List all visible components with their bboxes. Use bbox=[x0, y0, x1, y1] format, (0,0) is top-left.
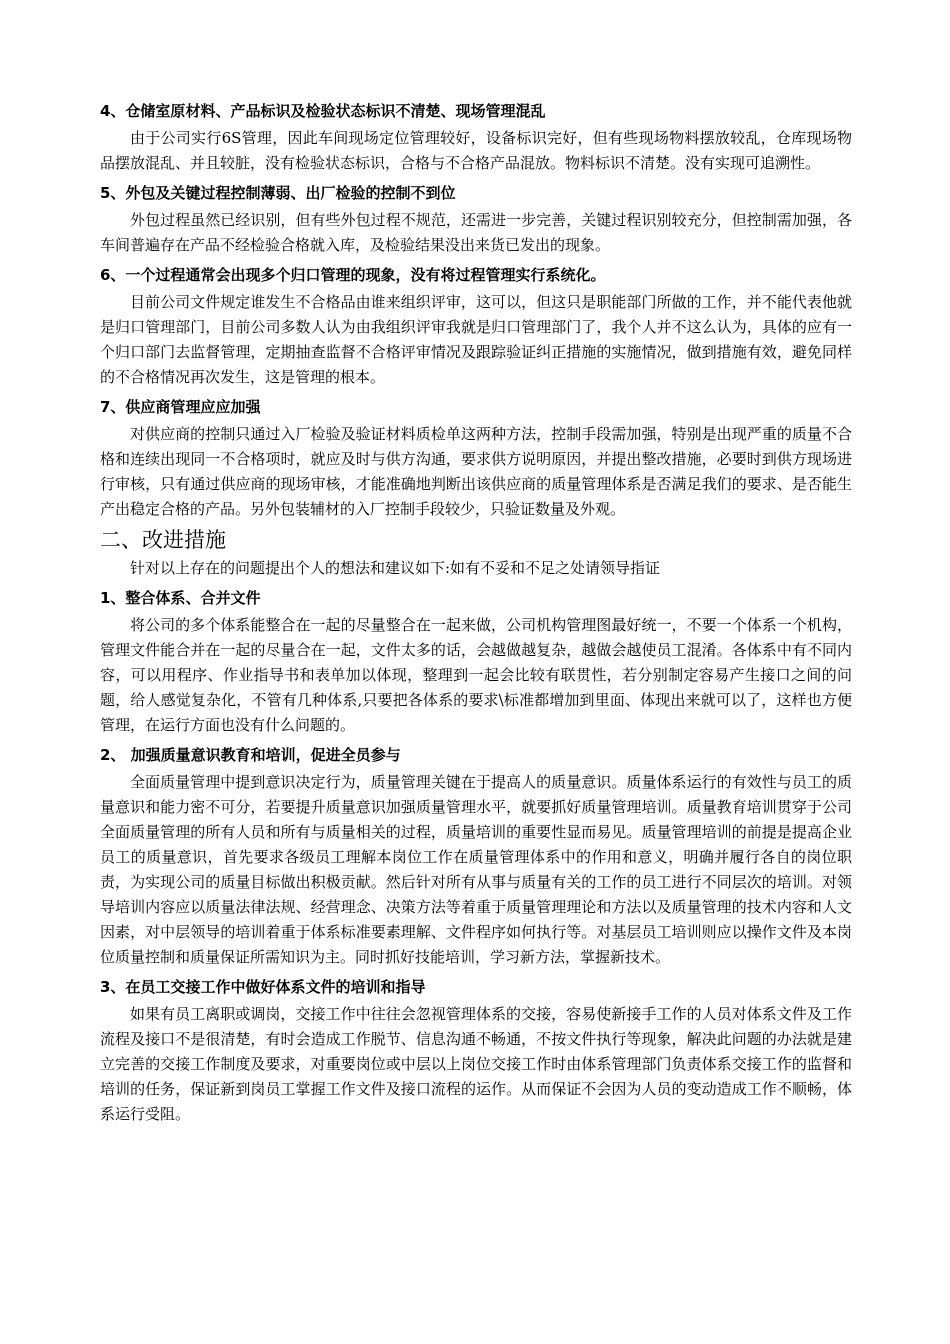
problem-item-4 bbox=[100, 100, 852, 176]
measure-item-2 bbox=[100, 744, 852, 970]
document-page bbox=[100, 100, 852, 1133]
measure-item-3 bbox=[100, 976, 852, 1127]
item-heading: 1、整合体系、合并文件 bbox=[100, 589, 261, 607]
problem-item-5 bbox=[100, 182, 852, 258]
item-heading: 2、 加强质量意识教育和培训，促进全员参与 bbox=[100, 746, 401, 764]
item-heading: 5、外包及关键过程控制薄弱、出厂检验的控制不到位 bbox=[100, 184, 456, 202]
section-intro: 针对以上存在的问题提出个人的想法和建议如下:如有不妥和不足之处请领导指证 bbox=[130, 559, 661, 577]
problem-item-6 bbox=[100, 264, 852, 390]
item-body: 全面质量管理中提到意识决定行为，质量管理关键在于提高人的质量意识。质量体系运行的有效性与员工的质量意识和能力密不可分，若要提升质量意识加强质量管理水平，就要抓好质量管理培训。质量教育培训贯穿于公司全面质量管理的所有人员和所有与质量相关的过程，质量培训的重要性显而易见。质量管理培训的前提是提高企业员工的质量意识，首先要求各级员工理解本岗位工作在质量管理体系中的作用和意义，明确并履行各自的岗位职责，为实现公司的质量目标做出积极贡献。然后针对所有从事与质量有关的工作的员工进行不同层次的培训。对领导培训内容应以质量法律法规、经营理念、决策方法等着重于质量管理理论和方法以及质量管理的技术内容和人文因素，对中层领导的培训着重于体系标准要素理解、文件程序如何执行等。对基层员工培训则应以操作文件及本岗位质量控制和质量保证所需知识为主。同时抓好技能培训，学习新方法，掌握新技术。 bbox=[100, 773, 852, 966]
item-body: 对供应商的控制只通过入厂检验及验证材料质检单这两种方法，控制手段需加强，特别是出现严重的质量不合格和连续出现同一不合格项时，就应及时与供方沟通，要求供方说明原因，并提出整改措施，必要时到供方现场进行审核，只有通过供应商的现场审核，才能准确地判断出该供应商的质量管理体系是否满足我们的要求、是否能生产出稳定合格的产品。另外包装辅材的入厂控制手段较少，只验证数量及外观。 bbox=[100, 425, 852, 518]
item-body: 由于公司实行6S管理，因此车间现场定位管理较好，设备标识完好，但有些现场物料摆放较乱，仓库现场物品摆放混乱、并且较脏，没有检验状态标识，合格与不合格产品混放。物料标识不清楚。没有实现可追溯性。 bbox=[100, 129, 852, 172]
item-heading: 7、供应商管理应应加强 bbox=[100, 398, 261, 416]
problem-item-7 bbox=[100, 396, 852, 522]
item-heading: 3、在员工交接工作中做好体系文件的培训和指导 bbox=[100, 978, 426, 996]
item-body: 将公司的多个体系能整合在一起的尽量整合在一起来做，公司机构管理图最好统一，不要一个体系一个机构，管理文件能合并在一起的尽量合在一起，文件太多的话，会越做越复杂，越做会越使员工混淆。各体系中有不同内容，可以用程序、作业指导书和表单加以体现，整理到一起会比较有联贯性，若分别制定容易产生接口之间的问题，给人感觉复杂化，不管有几种体系,只要把各体系的要求\标准都增加到里面、体现出来就可以了，这样也方便管理，在运行方面也没有什么问题的。 bbox=[100, 616, 852, 734]
item-heading: 6、一个过程通常会出现多个归口管理的现象，没有将过程管理实行系统化。 bbox=[100, 266, 606, 284]
item-body: 目前公司文件规定谁发生不合格品由谁来组织评审，这可以，但这只是职能部门所做的工作，并不能代表他就是归口管理部门，目前公司多数人认为由我组织评审我就是归口管理部门了，我个人并不这么认为，具体的应有一个归口部门去监督管理，定期抽查监督不合格评审情况及跟踪验证纠正措施的实施情况，做到措施有效，避免同样的不合格情况再次发生，这是管理的根本。 bbox=[100, 293, 852, 386]
item-heading: 4、仓储室原材料、产品标识及检验状态标识不清楚、现场管理混乱 bbox=[100, 102, 546, 120]
item-body: 外包过程虽然已经识别，但有些外包过程不规范，还需进一步完善，关键过程识别较充分，但控制需加强，各车间普遍存在产品不经检验合格就入库，及检验结果没出来货已发出的现象。 bbox=[100, 211, 852, 254]
section-title: 二、改进措施 bbox=[100, 528, 226, 552]
measure-item-1 bbox=[100, 587, 852, 738]
item-body: 如果有员工离职或调岗，交接工作中往往会忽视管理体系的交接，容易使新接手工作的人员对体系文件及工作流程及接口不是很清楚，有时会造成工作脱节、信息沟通不畅通，不按文件执行等现象，解决此问题的办法就是建立完善的交接工作制度及要求，对重要岗位或中层以上岗位交接工作时由体系管理部门负责体系交接工作的监督和培训的任务，保证新到岗员工掌握工作文件及接口流程的运作。从而保证不会因为人员的变动造成工作不顺畅，体系运行受阻。 bbox=[100, 1005, 852, 1123]
